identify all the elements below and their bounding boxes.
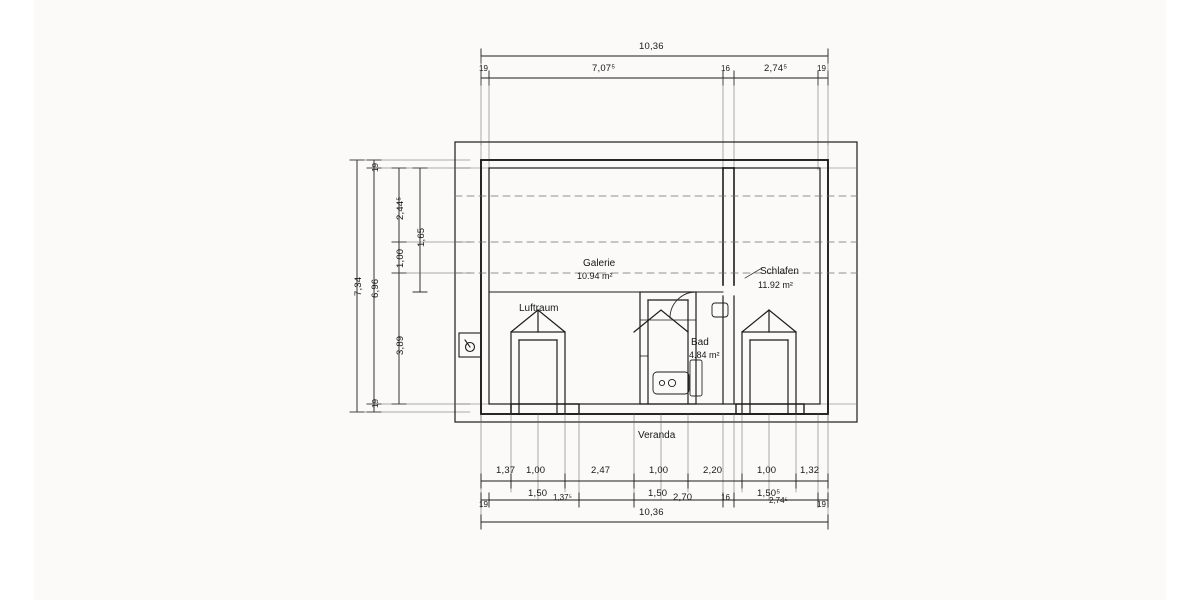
dim-left-inner-1: 1,65 — [416, 227, 427, 247]
dim-bottom-up-4: 1,00 — [649, 465, 669, 476]
room-label-galerie: Galerie — [583, 258, 616, 269]
left-wall-fixture — [459, 333, 481, 357]
dim-bottom-up-5: 2,20 — [703, 465, 723, 476]
dim-bottom-up-2: 1,00 — [526, 465, 546, 476]
dim-bottom-mid-2: 1,50 — [528, 488, 548, 499]
bad-walls — [640, 292, 696, 404]
dimension-left-extension-lines — [350, 160, 470, 412]
veranda-outline — [455, 142, 857, 422]
room-label-schlafen: Schlafen — [760, 266, 799, 277]
roof-dashed-lines — [455, 196, 857, 273]
room-label-veranda: Veranda — [638, 430, 676, 441]
bad-door-swing — [670, 292, 696, 318]
room-area-galerie: 10.94 m² — [577, 271, 613, 281]
dim-bottom-mid-7: 1,50⁵ — [757, 488, 781, 499]
dim-left-mid-1: 2,44⁵ — [395, 196, 406, 220]
dim-bottom-up-3: 2,47 — [591, 465, 611, 476]
dim-top-1: 19 — [479, 64, 488, 73]
dim-top-3: 16 — [721, 64, 730, 73]
dim-top-2: 7,07⁵ — [592, 63, 616, 74]
dormer-middle — [634, 310, 688, 332]
partition-wall-schlafen-lower — [723, 296, 734, 404]
dim-bottom-up-1: 1,37 — [496, 465, 516, 476]
veranda-inner-guides — [455, 142, 857, 422]
room-area-schlafen: 11.92 m² — [758, 280, 793, 290]
dormer-left — [511, 310, 579, 414]
room-label-luftraum: Luftraum — [519, 303, 559, 314]
dim-bottom-mid-6: 16 — [721, 493, 730, 502]
dim-left-overall: 7,34 — [353, 276, 364, 296]
dim-bottom-mid-8: 2,74⁵ — [769, 496, 788, 505]
room-area-bad: 4.84 m² — [689, 350, 720, 360]
dim-top-5: 19 — [817, 64, 826, 73]
dormer-right — [736, 310, 804, 414]
room-label-bad: Bad — [691, 337, 709, 348]
dim-top-4: 2,74⁵ — [764, 63, 788, 74]
dim-left-outer-1: 19 — [371, 163, 380, 172]
partition-wall-schlafen — [723, 168, 734, 285]
dim-bottom-up-6: 1,00 — [757, 465, 777, 476]
dim-bottom-up-7: 1,32 — [800, 465, 820, 476]
dim-left-outer-3: 19 — [371, 399, 380, 408]
dim-left-mid-3: 3,89 — [395, 335, 406, 355]
dim-bottom-overall: 10,36 — [639, 507, 664, 518]
dim-top-overall: 10,36 — [639, 41, 664, 52]
dim-left-mid-2: 1,00 — [395, 248, 406, 268]
dim-bottom-mid-1: 19 — [479, 500, 488, 509]
dim-left-outer-2: 6,96 — [370, 278, 381, 298]
dim-bottom-mid-3: 1,37⁵ — [553, 493, 572, 502]
dim-bottom-mid-4: 1,50 — [648, 488, 668, 499]
dim-bottom-mid-5: 2,70 — [673, 492, 693, 503]
dim-bottom-mid-9: 19 — [817, 500, 826, 509]
